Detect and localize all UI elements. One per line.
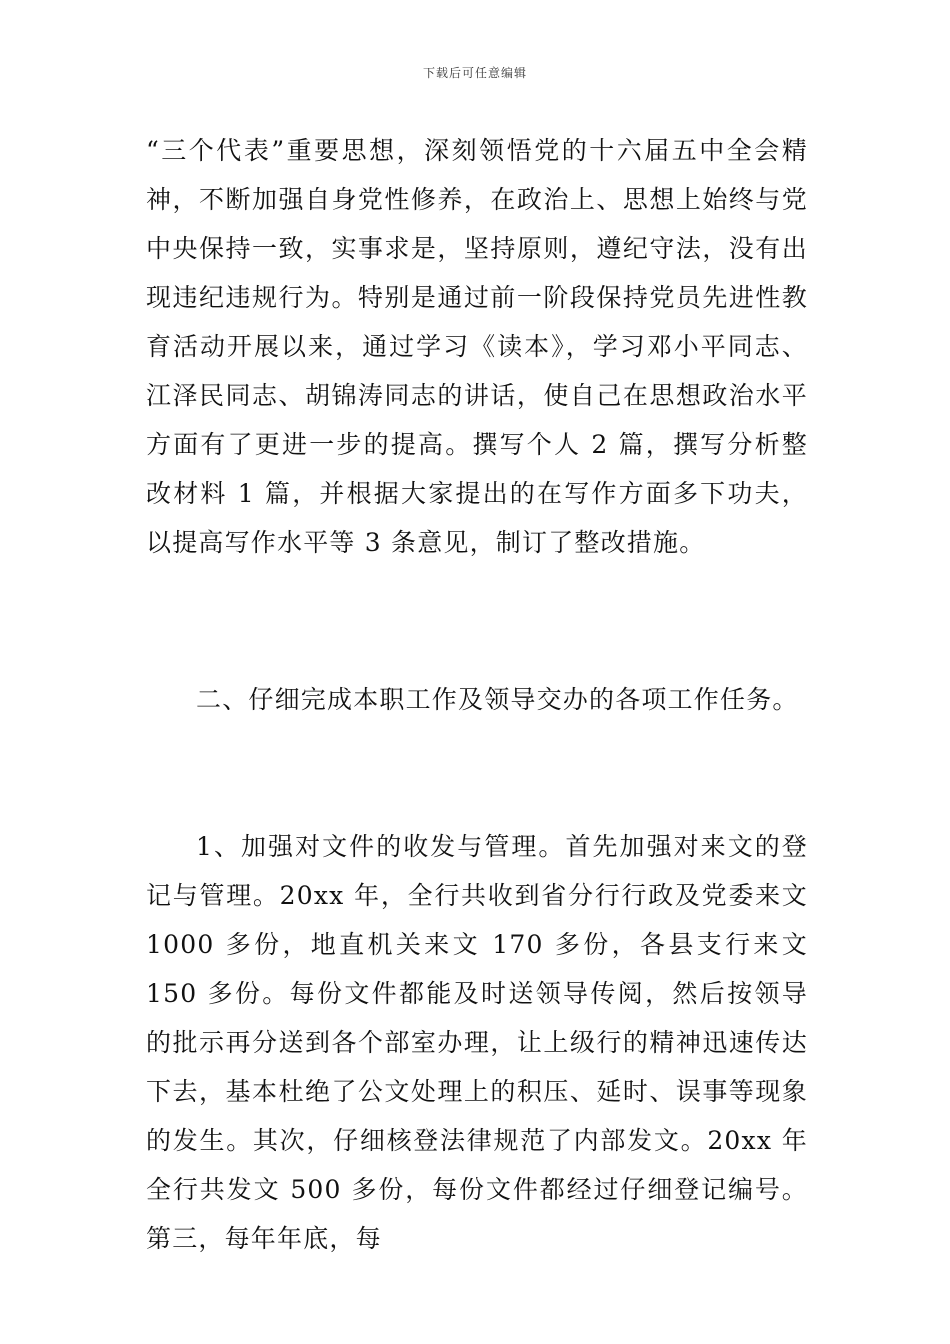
section-heading: 二、仔细完成本职工作及领导交办的各项工作任务。	[196, 685, 799, 714]
header-note: 下载后可任意编辑	[422, 66, 527, 80]
body-paragraph: 1、加强对文件的收发与管理。首先加强对来文的登记与管理。20xx 年，全行共收到省分行行政及党委来文 1000 多份，地直机关来文 170 多份，各县支行来文 150 多份。每份文件都能及时送领导传阅，然后按领导的批示再分送到各个部室办理，让上级行的精神迅速传达下去，基本杜绝了公文处理上的积压、延时、误事等现象的发生。其次，仔细核登法律规范了内部发文。20xx 年全行共发文 500 多份，每份文件都经过仔细登记编号。第三，每年年底，每	[146, 832, 808, 1253]
body-paragraph: “三个代表”重要思想，深刻领悟党的十六届五中全会精神，不断加强自身党性修养，在政治上、思想上始终与党中央保持一致，实事求是，坚持原则，遵纪守法，没有出现违纪违规行为。特别是通过前一阶段保持党员先进性教育活动开展以来，通过学习《读本》，学习邓小平同志、江泽民同志、胡锦涛同志的讲话，使自己在思想政治水平方面有了更进一步的提高。撰写个人 2 篇，撰写分析整改材料 1 篇，并根据大家提出的在写作方面多下功夫，以提高写作水平等 3 条意见，制订了整改措施。	[146, 136, 808, 557]
